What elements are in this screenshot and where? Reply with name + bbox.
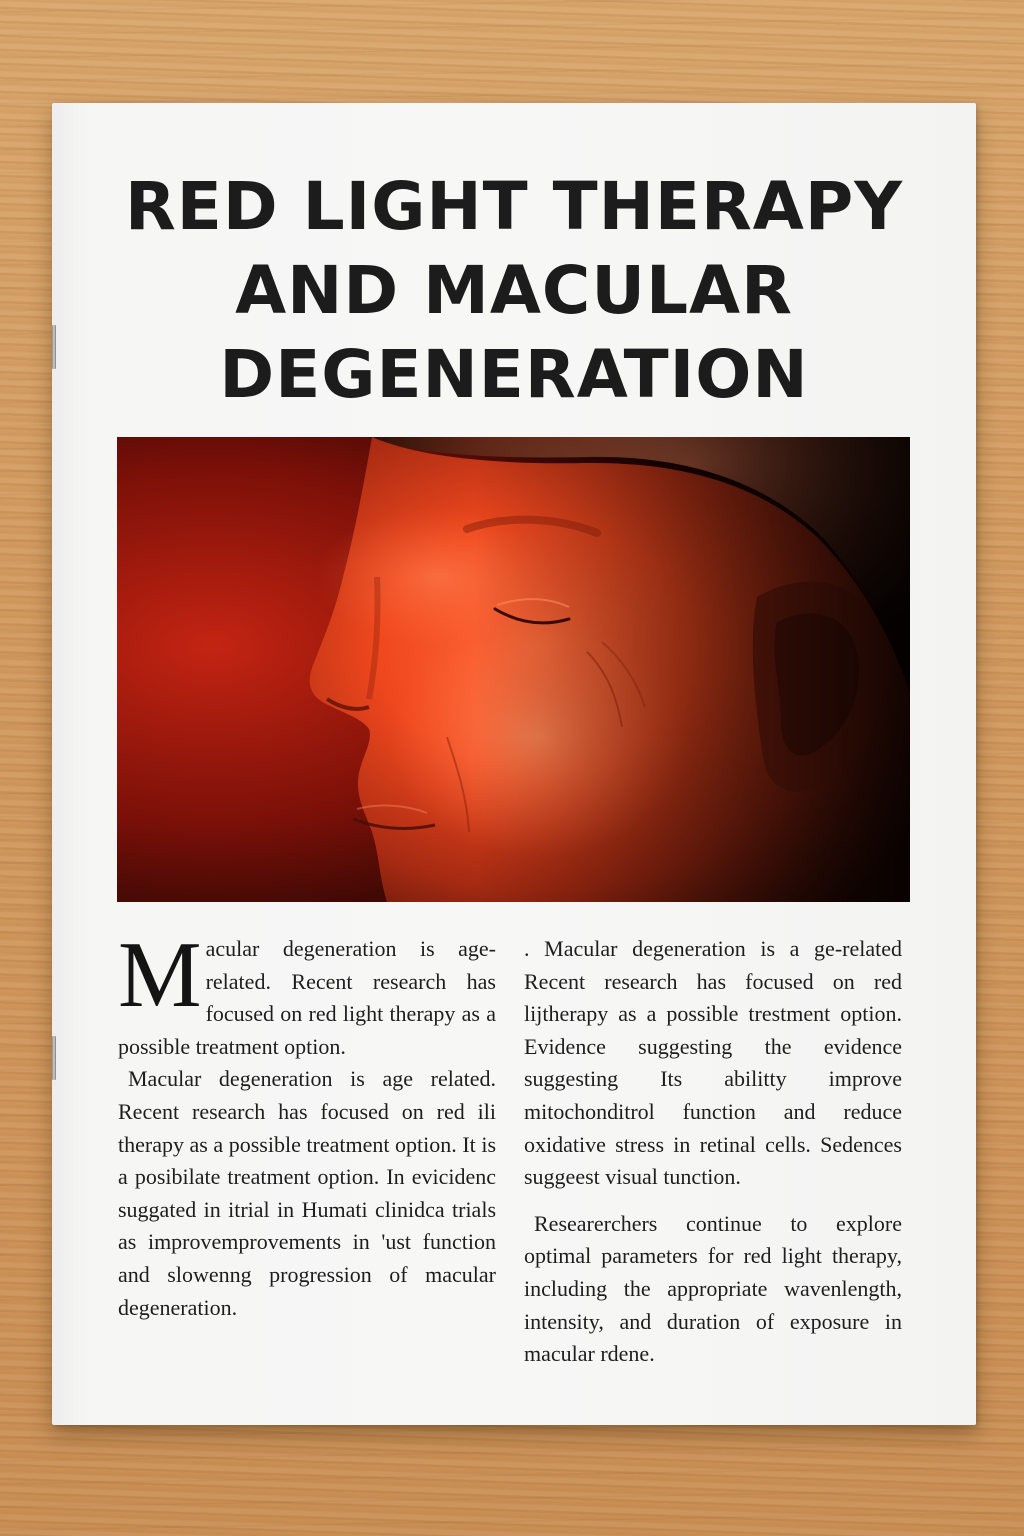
- left-column: [118, 923, 496, 1324]
- left-paragraph-2: Macular degeneration is age related. Recent research has focused on red ili therapy as a possible treatment option. It is a posibilate treatment option. In evicidenc suggated in itrial in Humati clinidca trials as improvemprovements in 'ust function and slowenng progression of macular degeneration.: [118, 1066, 496, 1320]
- face-illustration: [117, 437, 910, 902]
- title-line-1: RED LIGHT THERAPY: [124, 168, 904, 245]
- drop-cap: M: [118, 923, 202, 1027]
- left-paragraph-1: [118, 923, 496, 1063]
- title-line-2: AND MACULAR: [235, 252, 793, 329]
- right-paragraph-2: Researerchers continue to explore optimal parameters for red light therapy, including the appropriate wavenlength, intensity, and duration of exposure in macular rdene.: [524, 1210, 902, 1367]
- title-line-3: DEGENERATION: [219, 336, 809, 413]
- booklet-page: [52, 103, 976, 1425]
- page-title: [52, 165, 976, 417]
- left-paragraph-1-text: acular degeneration is age-related. Recent research has focused on red light therapy as a possible treatment option.: [118, 936, 496, 1059]
- right-paragraph-1: . Macular degeneration is a ge-related Recent research has focused on red lijtherapy as a possible trestment option. Evidence suggesting the evidence suggesting Its abilitty improve mitochonditrol function and reduce oxidative stress in retinal cells. Sedences suggeest visual tunction.: [524, 936, 902, 1190]
- staple-bottom: [52, 1036, 56, 1080]
- hero-photo: [117, 437, 910, 902]
- right-column: [524, 933, 902, 1371]
